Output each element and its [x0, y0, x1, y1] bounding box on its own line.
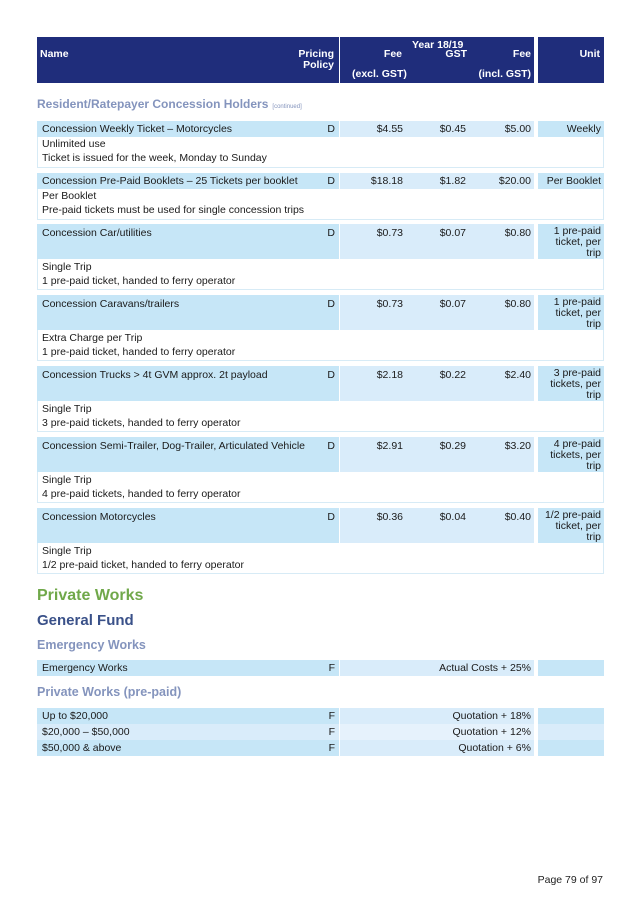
row-value: Quotation + 6% — [458, 742, 531, 754]
desc-line: 4 pre-paid tickets, handed to ferry operator — [42, 488, 241, 500]
header-pricing-policy: Pricing Policy — [298, 48, 334, 71]
unit-line: trip — [586, 389, 601, 401]
desc-line: Per Booklet — [42, 190, 97, 202]
row-fee: $2.18 — [376, 369, 403, 381]
header-name: Name — [40, 48, 69, 60]
row-fee: $4.55 — [376, 123, 403, 135]
row-fee: $0.36 — [376, 511, 403, 523]
unit-band — [538, 660, 604, 676]
unit-band — [538, 724, 604, 740]
row-unit — [538, 297, 601, 330]
desc-line: Single Trip — [42, 403, 92, 415]
emergency-works-title: Emergency Works — [37, 638, 146, 652]
row-incl: $3.20 — [504, 440, 531, 452]
row-fee: $18.18 — [370, 175, 403, 187]
row-value: Quotation + 12% — [452, 726, 531, 738]
unit-band — [538, 740, 604, 756]
unit-line: 4 pre-paid — [553, 438, 601, 450]
row-policy: F — [328, 710, 335, 722]
unit-line: trip — [586, 531, 601, 543]
row-incl: $2.40 — [504, 369, 531, 381]
row-name: Concession Caravans/trailers — [42, 298, 180, 310]
row-gst: $0.22 — [439, 369, 466, 381]
header-fee-excl-sub: (excl. GST) — [352, 68, 407, 80]
desc-line: 1/2 pre-paid ticket, handed to ferry operator — [42, 559, 244, 571]
unit-line: trip — [586, 247, 601, 259]
row-incl: $0.40 — [504, 511, 531, 523]
header-unit-column — [538, 37, 604, 83]
prepaid-works-title: Private Works (pre-paid) — [37, 685, 182, 699]
desc-line: 3 pre-paid tickets, handed to ferry operator — [42, 417, 241, 429]
desc-line: Ticket is issued for the week, Monday to Sunday — [42, 152, 267, 164]
unit-line: 1 pre-paid — [553, 296, 601, 308]
private-works-title: Private Works — [37, 587, 144, 604]
row-policy: D — [327, 511, 335, 523]
row-policy: D — [327, 369, 335, 381]
row-unit — [538, 439, 601, 472]
row-policy: D — [327, 440, 335, 452]
row-name: Concession Pre-Paid Booklets – 25 Tickets per booklet — [42, 175, 298, 187]
section-title-text: Resident/Ratepayer Concession Holders — [37, 97, 269, 111]
row-name: Emergency Works — [42, 662, 128, 674]
row-policy: D — [327, 175, 335, 187]
row-incl: $0.80 — [504, 298, 531, 310]
desc-line: Unlimited use — [42, 138, 106, 150]
unit-line: 1/2 pre-paid — [544, 509, 601, 521]
row-description — [37, 330, 604, 361]
unit-line: trip — [586, 460, 601, 472]
header-fee-incl: Fee — [512, 48, 531, 60]
row-description — [37, 189, 604, 220]
unit-line: ticket, per — [555, 520, 601, 532]
header-name-column — [37, 37, 339, 83]
unit-band — [538, 708, 604, 724]
row-name: Concession Trucks > 4t GVM approx. 2t payload — [42, 369, 268, 381]
row-incl: $5.00 — [504, 123, 531, 135]
desc-line: Single Trip — [42, 261, 92, 273]
row-gst: $0.04 — [439, 511, 466, 523]
row-gst: $0.07 — [439, 298, 466, 310]
header-gst: GST — [445, 48, 467, 60]
row-name: Concession Semi-Trailer, Dog-Trailer, Articulated Vehicle — [42, 440, 305, 452]
desc-line: Pre-paid tickets must be used for single concession trips — [42, 204, 305, 216]
desc-line: Extra Charge per Trip — [42, 332, 143, 344]
row-name: $50,000 & above — [42, 742, 122, 754]
row-fee: $2.91 — [376, 440, 403, 452]
row-gst: $0.45 — [439, 123, 466, 135]
unit-line: tickets, per — [550, 378, 601, 390]
row-fee: $0.73 — [376, 298, 403, 310]
row-unit: Weekly — [566, 123, 601, 135]
row-gst: $0.07 — [439, 227, 466, 239]
continued-label: [continued] — [272, 104, 302, 110]
row-name: Concession Weekly Ticket – Motorcycles — [42, 123, 233, 135]
row-policy: F — [328, 726, 335, 738]
row-name: Concession Motorcycles — [42, 511, 156, 523]
row-fee: $0.73 — [376, 227, 403, 239]
row-value: Actual Costs + 25% — [439, 662, 531, 674]
general-fund-title: General Fund — [37, 612, 134, 629]
row-gst: $1.82 — [439, 175, 466, 187]
header-fee-incl-sub: (incl. GST) — [478, 68, 531, 80]
row-unit — [538, 226, 601, 259]
row-name: $20,000 – $50,000 — [42, 726, 130, 738]
row-policy: F — [328, 662, 335, 674]
unit-line: 1 pre-paid — [553, 225, 601, 237]
row-value: Quotation + 18% — [452, 710, 531, 722]
row-unit — [538, 368, 601, 401]
header-unit: Unit — [579, 48, 600, 60]
row-description — [37, 137, 604, 168]
row-name: Up to $20,000 — [42, 710, 108, 722]
row-gst: $0.29 — [439, 440, 466, 452]
header-fee-excl: Fee — [383, 48, 402, 60]
unit-line: ticket, per — [555, 307, 601, 319]
row-policy: D — [327, 227, 335, 239]
row-incl: $20.00 — [498, 175, 531, 187]
desc-line: Single Trip — [42, 474, 92, 486]
desc-line: Single Trip — [42, 545, 92, 557]
row-policy: F — [328, 742, 335, 754]
unit-line: 3 pre-paid — [553, 367, 601, 379]
header-fee-column — [340, 37, 534, 83]
row-description — [37, 543, 604, 574]
unit-line: trip — [586, 318, 601, 330]
desc-line: 1 pre-paid ticket, handed to ferry operator — [42, 275, 236, 287]
desc-line: 1 pre-paid ticket, handed to ferry operator — [42, 346, 236, 358]
row-incl: $0.80 — [504, 227, 531, 239]
row-policy: D — [327, 298, 335, 310]
page-number: Page 79 of 97 — [537, 874, 603, 886]
row-description — [37, 472, 604, 503]
row-description — [37, 259, 604, 290]
section-title — [37, 97, 302, 111]
row-policy: D — [327, 123, 335, 135]
unit-line: ticket, per — [555, 236, 601, 248]
row-name: Concession Car/utilities — [42, 227, 152, 239]
header-year: Year 18/19 — [412, 39, 464, 51]
row-unit — [538, 510, 601, 543]
row-unit: Per Booklet — [546, 175, 601, 187]
unit-line: tickets, per — [550, 449, 601, 461]
row-description — [37, 401, 604, 432]
